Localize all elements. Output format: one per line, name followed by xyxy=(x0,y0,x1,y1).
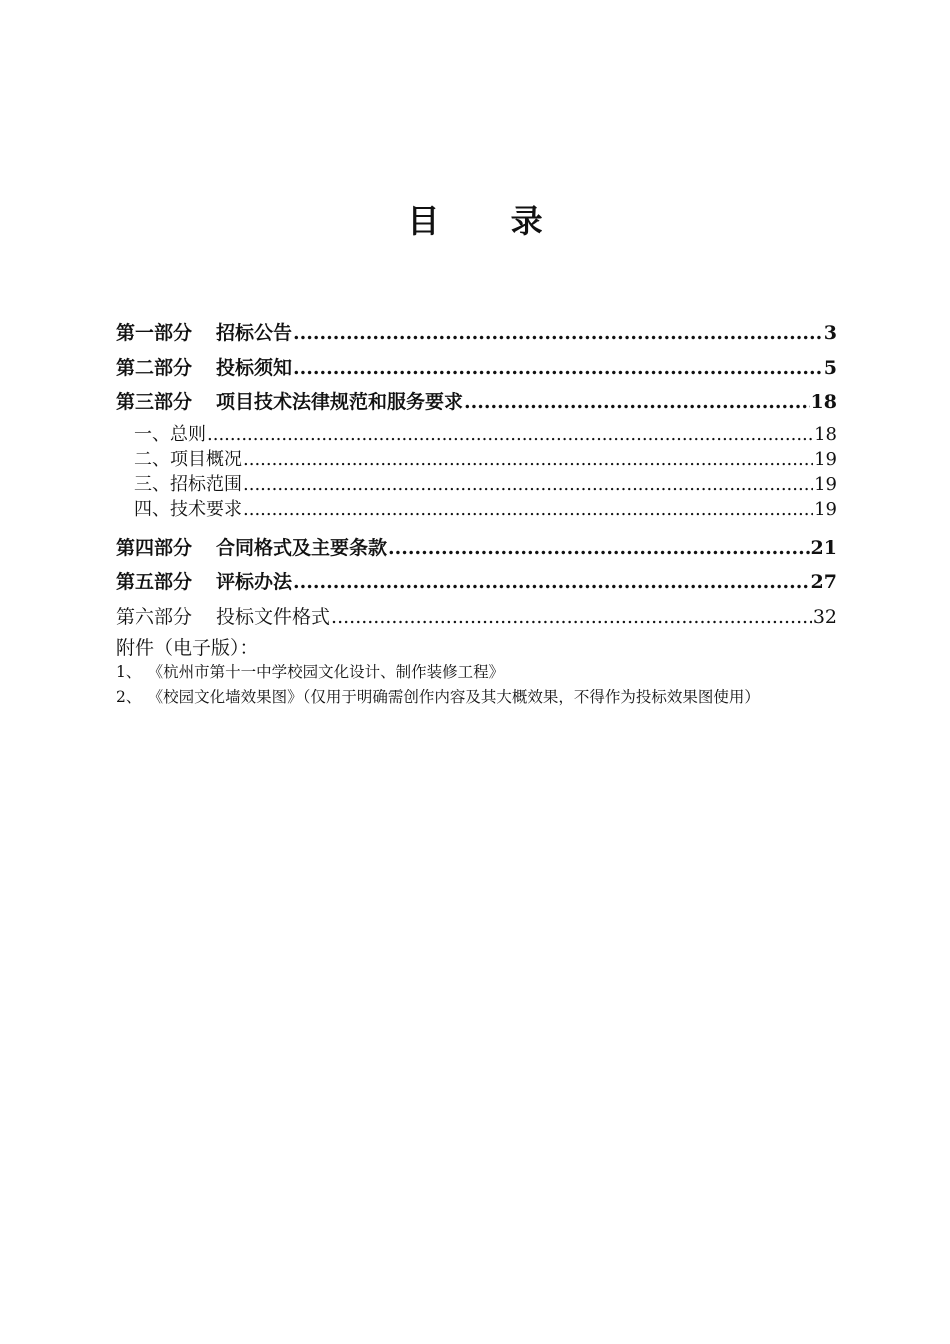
toc-page-number: 18 xyxy=(810,391,837,413)
attachment-text: 《校园文化墙效果图》（仅用于明确需创作内容及其大概效果，不得作为投标效果图使用） xyxy=(155,688,760,706)
toc-dot-leader xyxy=(293,316,823,351)
toc-page-number: 19 xyxy=(814,473,837,495)
toc-dot-leader xyxy=(331,600,812,635)
page-title: 目 录 xyxy=(407,202,573,240)
toc-part-number: 第一部分 xyxy=(116,322,193,344)
attachments-heading: 附件（电子版）： xyxy=(116,637,259,659)
table-of-contents xyxy=(116,316,837,634)
toc-entry-part-4[interactable] xyxy=(116,531,837,566)
toc-part-number: 第六部分 xyxy=(116,605,193,628)
attachment-number: 1、 xyxy=(116,663,142,681)
toc-subentry-title: 三、招标范围 xyxy=(134,473,242,495)
toc-page-number: 19 xyxy=(814,448,837,470)
toc-page-number: 27 xyxy=(810,571,837,593)
toc-entry-title: 投标须知 xyxy=(216,356,293,379)
toc-entry-title: 投标文件格式 xyxy=(216,605,331,628)
toc-subentry-title: 二、项目概况 xyxy=(134,448,242,470)
toc-page-number: 3 xyxy=(823,322,837,344)
toc-entry-part-6[interactable] xyxy=(116,600,837,635)
attachment-item xyxy=(116,685,838,709)
toc-subentry-technical[interactable] xyxy=(116,497,837,522)
toc-part-number: 第五部分 xyxy=(116,571,193,593)
toc-page-number: 32 xyxy=(812,605,837,628)
toc-dot-leader xyxy=(207,422,813,447)
toc-page-number: 21 xyxy=(810,536,837,559)
toc-subentry-overview[interactable] xyxy=(116,447,837,472)
toc-entry-title: 评标办法 xyxy=(216,571,293,593)
toc-entry-part-1[interactable] xyxy=(116,316,837,351)
toc-page-number: 19 xyxy=(814,498,837,520)
toc-subentry-title: 四、技术要求 xyxy=(134,498,242,520)
toc-dot-leader xyxy=(243,472,813,497)
toc-page-number: 5 xyxy=(823,356,837,379)
toc-entry-part-5[interactable] xyxy=(116,565,837,600)
attachment-number: 2、 xyxy=(116,688,142,706)
toc-part-number: 第三部分 xyxy=(116,391,193,413)
toc-part-number: 第四部分 xyxy=(116,536,193,559)
toc-dot-leader xyxy=(293,351,823,386)
attachment-item xyxy=(116,660,838,684)
toc-page-number: 18 xyxy=(814,423,837,445)
toc-subentry-general[interactable] xyxy=(116,422,837,447)
toc-entry-part-3[interactable] xyxy=(116,385,837,420)
toc-dot-leader xyxy=(243,497,813,522)
toc-entry-title: 项目技术法律规范和服务要求 xyxy=(216,391,464,413)
toc-dot-leader xyxy=(464,385,810,420)
toc-dot-leader xyxy=(388,531,810,566)
toc-dot-leader xyxy=(293,565,810,600)
toc-entry-title: 招标公告 xyxy=(216,322,293,344)
attachment-text: 《杭州市第十一中学校园文化设计、制作装修工程》 xyxy=(155,663,505,681)
toc-part-number: 第二部分 xyxy=(116,356,193,379)
toc-dot-leader xyxy=(243,447,813,472)
toc-subentry-scope[interactable] xyxy=(116,472,837,497)
toc-entry-title: 合同格式及主要条款 xyxy=(216,536,388,559)
toc-subentry-title: 一、总则 xyxy=(134,423,206,445)
toc-entry-part-2[interactable] xyxy=(116,351,837,386)
